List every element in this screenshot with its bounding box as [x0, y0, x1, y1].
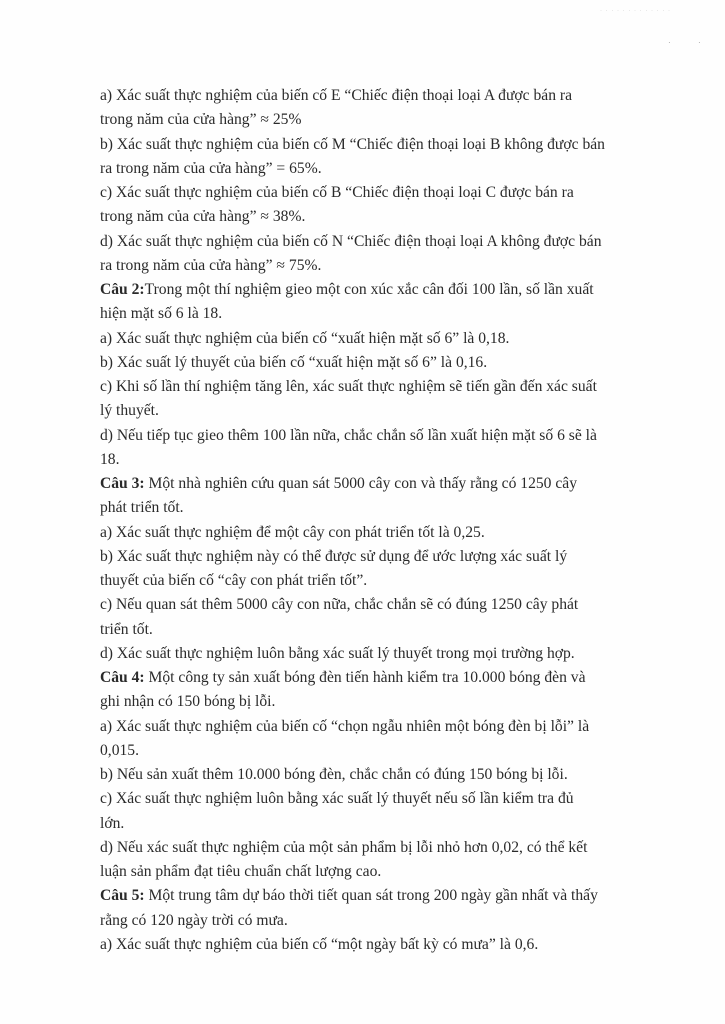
text-line: triển tốt. — [100, 620, 153, 638]
text-line: c) Xác suất thực nghiệm của biến cố B “Chiếc điện thoại loại C được bán ra — [100, 184, 574, 201]
question-stem — [100, 884, 645, 908]
text-line: a) Xác suất thực nghiệm của biến cố “xuất hiện mặt số 6” là 0,18. — [100, 329, 510, 347]
text-line: rằng có 120 ngày trời có mưa. — [100, 911, 288, 929]
option-b — [100, 133, 645, 182]
option-a — [100, 327, 645, 351]
text-line: ra trong năm của cửa hàng” = 65%. — [100, 159, 322, 177]
option-d — [100, 642, 645, 666]
question-stem — [100, 666, 645, 690]
question-stem — [100, 278, 645, 302]
text-line: hiện mặt số 6 là 18. — [100, 305, 223, 323]
stem-text: Một trung tâm dự báo thời tiết quan sát trong 200 ngày gần nhất và thấy — [144, 887, 598, 905]
option-d — [100, 424, 645, 473]
text-line: d) Xác suất thực nghiệm của biến cố N “Chiếc điện thoại loại A không được bán — [100, 232, 602, 250]
text-line: 18. — [100, 450, 120, 468]
text-line: 0,015. — [100, 741, 139, 759]
text-line: b) Xác suất thực nghiệm của biến cố M “Chiếc điện thoại loại B không được bán — [100, 135, 605, 153]
text-line: d) Nếu tiếp tục gieo thêm 100 lần nữa, chắc chắn số lần xuất hiện mặt số 6 sẽ là — [100, 426, 597, 444]
option-c — [100, 181, 645, 230]
text-line: d) Nếu xác suất thực nghiệm của một sản phẩm bị lỗi nhỏ hơn 0,02, có thể kết — [100, 838, 588, 856]
text-line: trong năm của cửa hàng” ≈ 38%. — [100, 208, 306, 226]
stem-text: Một công ty sản xuất bóng đèn tiến hành kiểm tra 10.000 bóng đèn và — [144, 669, 586, 686]
text-line: a) Xác suất thực nghiệm của biến cố E “Chiếc điện thoại loại A được bán ra — [100, 87, 573, 104]
question-5 — [100, 884, 645, 957]
text-line: d) Xác suất thực nghiệm luôn bằng xác suất lý thuyết trong mọi trường hợp. — [100, 644, 575, 662]
scan-artifact-dot: · — [698, 38, 702, 47]
text-line: b) Nếu sản xuất thêm 10.000 bóng đèn, chắc chắn có đúng 150 bóng bị lỗi. — [100, 766, 568, 783]
option-c — [100, 593, 645, 642]
text-line: luận sản phẩm đạt tiêu chuẩn chất lượng cao. — [100, 863, 382, 880]
option-b — [100, 351, 645, 375]
text-line: ghi nhận có 150 bóng bị lỗi. — [100, 693, 276, 711]
scan-artifact-top: · · · · · · · · · · · · · — [600, 8, 671, 14]
option-d — [100, 836, 645, 885]
question-1-options — [100, 84, 645, 278]
text-line: thuyết của biến cố “cây con phát triển tốt”. — [100, 572, 368, 589]
option-a — [100, 84, 645, 133]
text-line: a) Xác suất thực nghiệm của biến cố “chọn ngẫu nhiên một bóng đèn bị lỗi” là — [100, 717, 590, 735]
text-line: a) Xác suất thực nghiệm của biến cố “một ngày bất kỳ có mưa” là 0,6. — [100, 935, 539, 953]
text-line: c) Khi số lần thí nghiệm tăng lên, xác suất thực nghiệm sẽ tiến gần đến xác suất — [100, 378, 597, 395]
option-a — [100, 715, 645, 764]
option-b — [100, 545, 645, 594]
question-label: Câu 2: — [100, 281, 145, 298]
option-d — [100, 230, 645, 279]
text-line: lớn. — [100, 814, 125, 832]
text-line: lý thuyết. — [100, 402, 159, 420]
text-line: a) Xác suất thực nghiệm để một cây con phát triển tốt là 0,25. — [100, 523, 485, 541]
text-line: b) Xác suất lý thuyết của biến cố “xuất hiện mặt số 6” là 0,16. — [100, 353, 488, 371]
option-a — [100, 521, 645, 545]
scan-artifact-dot: · — [668, 38, 672, 47]
question-stem — [100, 472, 645, 496]
text-line: b) Xác suất thực nghiệm này có thể được sử dụng để ước lượng xác suất lý — [100, 547, 568, 565]
stem-text: Trong một thí nghiệm gieo một con xúc xắc cân đối 100 lần, số lần xuất — [144, 281, 594, 298]
option-b — [100, 763, 645, 787]
option-a — [100, 933, 645, 957]
text-line: phát triển tốt. — [100, 499, 184, 517]
question-label: Câu 4: — [100, 669, 145, 686]
question-4 — [100, 666, 645, 884]
question-3 — [100, 472, 645, 666]
text-line: ra trong năm của cửa hàng” ≈ 75%. — [100, 256, 322, 274]
text-line: c) Xác suất thực nghiệm luôn bằng xác suất lý thuyết nếu số lần kiểm tra đủ — [100, 790, 574, 808]
option-c — [100, 787, 645, 836]
text-line: trong năm của cửa hàng” ≈ 25% — [100, 111, 302, 129]
question-2 — [100, 278, 645, 472]
text-line: c) Nếu quan sát thêm 5000 cây con nữa, chắc chắn sẽ có đúng 1250 cây phát — [100, 596, 579, 614]
question-label: Câu 3: — [100, 475, 145, 492]
question-label: Câu 5: — [100, 887, 145, 905]
stem-text: Một nhà nghiên cứu quan sát 5000 cây con và thấy rằng có 1250 cây — [144, 475, 578, 492]
document-body — [100, 84, 645, 957]
option-c — [100, 375, 645, 424]
